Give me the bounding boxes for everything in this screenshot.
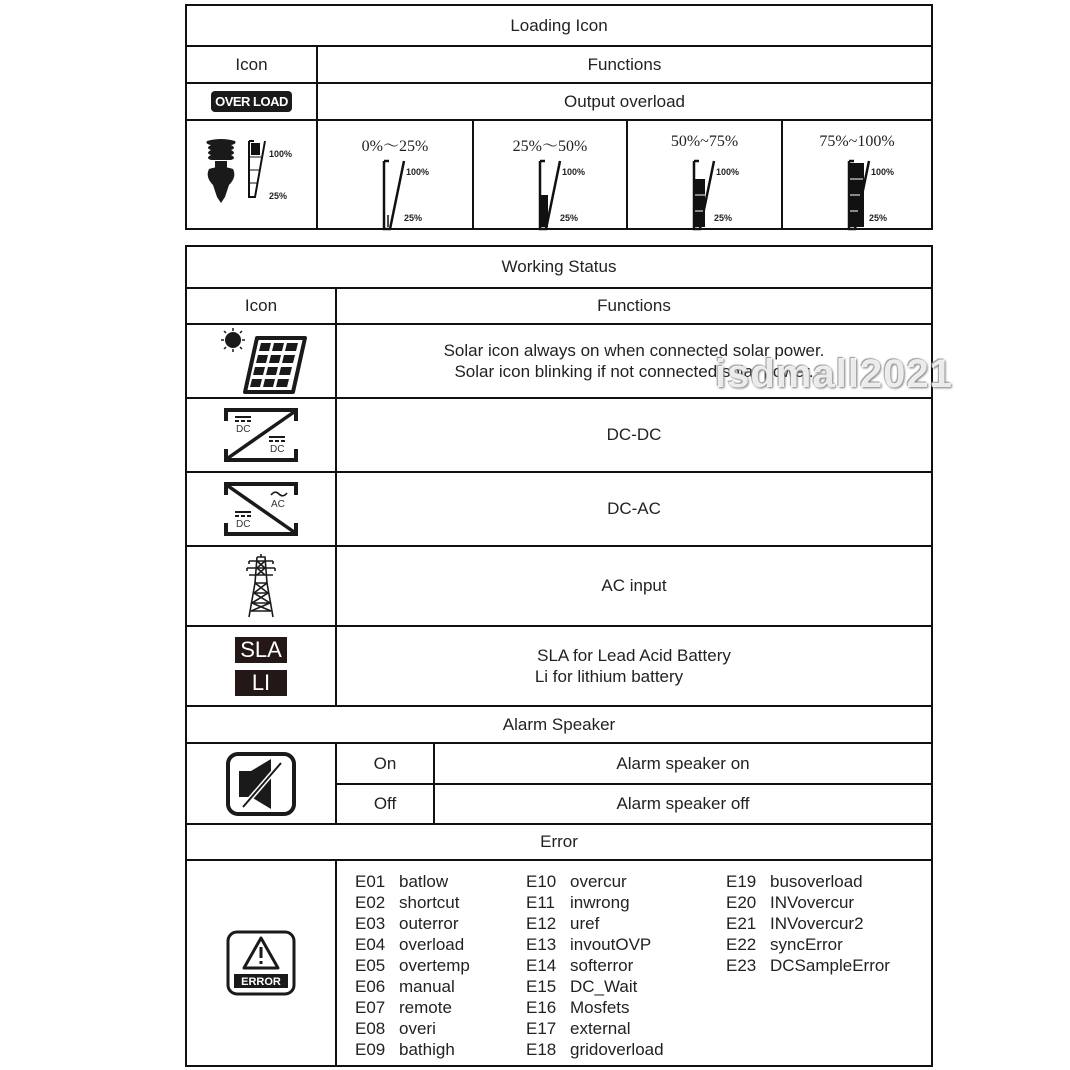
error-column-1	[355, 871, 526, 1060]
alarm-description-off: Alarm speaker off	[433, 785, 931, 823]
error-item: E09 bathigh	[355, 1040, 455, 1059]
gauge-top-label: 100%	[406, 167, 430, 177]
power-tower-icon	[243, 553, 279, 619]
svg-text:DC: DC	[270, 444, 285, 455]
error-item: E12 uref	[526, 914, 600, 933]
overload-icon: OVER LOAD	[211, 91, 292, 112]
load-icon-cell	[187, 121, 316, 228]
speaker-mute-icon	[225, 751, 297, 817]
alarm-state-on: On	[335, 744, 433, 783]
status-row-ac-input	[187, 545, 931, 625]
error-item: E21 INVovercur2	[726, 914, 864, 933]
load-range-label: 50%~75%	[670, 133, 739, 150]
status-row-battery-type	[187, 625, 931, 705]
icon-column-header: Icon	[235, 54, 268, 74]
sla-icon: SLA	[235, 637, 287, 663]
error-title: Error	[540, 832, 578, 851]
functions-column-header: Functions	[316, 47, 931, 82]
status-row-dc-ac	[187, 471, 931, 545]
error-list-row	[187, 859, 931, 1065]
loading-header-row	[187, 45, 931, 82]
error-title-row	[187, 823, 931, 859]
sla-description: SLA for Lead Acid Battery	[537, 646, 731, 665]
gauge-empty-icon	[382, 159, 406, 231]
load-level-50-75	[626, 121, 781, 228]
gauge-full-icon	[847, 159, 871, 231]
li-icon: LI	[235, 670, 287, 696]
gauge-top-label: 100%	[716, 167, 740, 177]
icon-column-header: Icon	[244, 296, 278, 315]
error-item: E14 softerror	[526, 956, 634, 975]
gauge-top-label: 100%	[871, 167, 895, 177]
error-item: E05 overtemp	[355, 956, 470, 975]
load-level-75-100	[781, 121, 931, 228]
functions-column-header: Functions	[335, 289, 931, 323]
svg-text:DC: DC	[236, 424, 251, 435]
status-header-row	[187, 287, 931, 323]
watermark: isdmall2021	[715, 352, 953, 396]
error-item: E23 DCSampleError	[726, 956, 890, 975]
overload-function: Output overload	[316, 84, 931, 119]
bulb-icon	[201, 137, 241, 207]
solar-description-line-1: Solar icon always on when connected solar power.	[443, 341, 825, 360]
error-item: E04 overload	[355, 935, 465, 954]
overload-row	[187, 82, 931, 119]
alarm-rows	[187, 742, 931, 823]
alarm-title-row	[187, 705, 931, 742]
status-title-row	[187, 247, 931, 287]
gauge-bottom-label: 25%	[869, 213, 888, 223]
gauge-bottom-label: 25%	[269, 191, 288, 201]
load-level-row	[187, 119, 931, 228]
error-item: E19 busoverload	[726, 872, 863, 891]
error-item: E13 invoutOVP	[526, 935, 652, 954]
error-item: E06 manual	[355, 977, 455, 996]
error-item: E18 gridoverload	[526, 1040, 664, 1059]
working-status-table	[185, 245, 933, 1067]
gauge-bottom-label: 25%	[560, 213, 579, 223]
error-item: E17 external	[526, 1019, 631, 1038]
error-item: E20 INVovercur	[726, 893, 855, 912]
load-level-0-25	[316, 121, 472, 228]
loading-icon-table	[185, 4, 933, 230]
load-range-label: 0%～25%	[361, 138, 429, 155]
error-column-2	[526, 871, 726, 1060]
dc-ac-description: DC-AC	[335, 473, 931, 545]
error-item: E11 inwrong	[526, 893, 630, 912]
ac-input-description: AC input	[335, 547, 931, 625]
solar-panel-icon	[213, 328, 309, 394]
alarm-description-on: Alarm speaker on	[433, 744, 931, 783]
solar-description-line-2: Solar icon blinking if not connected solar power.	[454, 362, 814, 381]
svg-text:DC: DC	[236, 519, 251, 530]
alarm-state-off: Off	[335, 785, 433, 823]
gauge-top-label: 100%	[562, 167, 586, 177]
error-item: E15 DC_Wait	[526, 977, 638, 996]
status-row-solar	[187, 323, 931, 397]
loading-table-title: Loading Icon	[510, 15, 608, 35]
error-warning-icon	[226, 930, 296, 996]
error-item: E10 overcur	[526, 872, 627, 891]
loading-title-row	[187, 6, 931, 45]
gauge-bottom-label: 25%	[404, 213, 423, 223]
battery-type-icon	[187, 627, 335, 705]
load-level-25-50	[472, 121, 626, 228]
svg-text:AC: AC	[271, 499, 285, 510]
gauge-quarter-icon	[538, 159, 562, 231]
gauge-bottom-label: 25%	[714, 213, 733, 223]
alarm-speaker-title: Alarm Speaker	[502, 714, 616, 734]
error-item: E08 overi	[355, 1019, 436, 1038]
error-item: E07 remote	[355, 998, 452, 1017]
gauge-top-label: 100%	[269, 149, 293, 159]
error-code-list	[335, 861, 931, 1065]
error-item: E22 syncError	[726, 935, 843, 954]
error-item: E16 Mosfets	[526, 998, 630, 1017]
error-column-3	[726, 871, 890, 1060]
dc-dc-description: DC-DC	[335, 399, 931, 471]
dc-dc-icon	[223, 407, 299, 463]
load-range-label: 75%~100%	[819, 133, 895, 150]
li-description: Li for lithium battery	[534, 667, 684, 686]
error-item: E03 outerror	[355, 914, 459, 933]
dc-ac-icon	[223, 481, 299, 537]
gauge-half-icon	[692, 159, 716, 231]
status-table-title: Working Status	[501, 257, 617, 276]
load-gauge-icon	[247, 139, 267, 199]
svg-text:ERROR: ERROR	[241, 976, 281, 988]
load-range-label: 25%～50%	[512, 138, 588, 155]
error-item: E01 batlow	[355, 872, 449, 891]
status-row-dc-dc	[187, 397, 931, 471]
error-item: E02 shortcut	[355, 893, 460, 912]
